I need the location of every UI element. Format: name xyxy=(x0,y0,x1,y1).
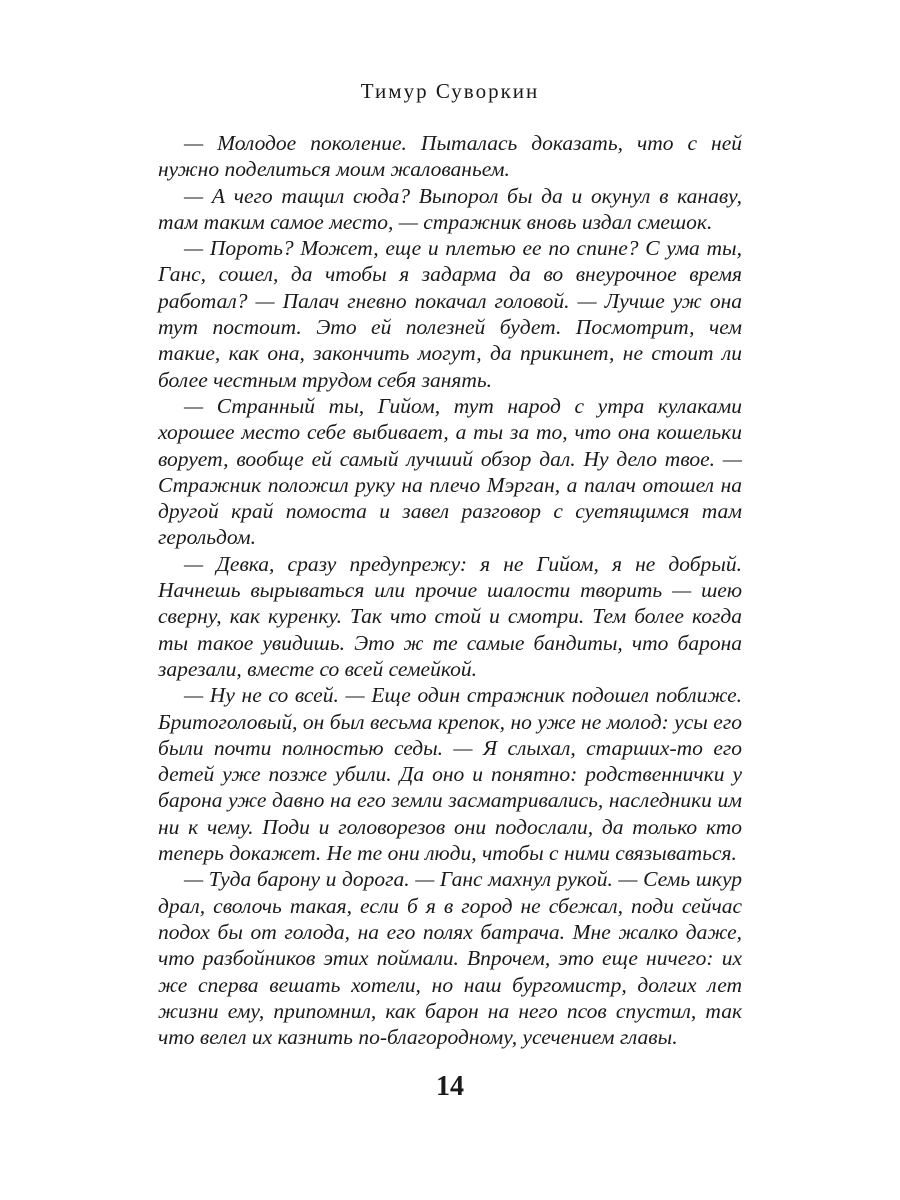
paragraph-2: — А чего тащил сюда? Выпорол бы да и окунул в канаву, там таким самое место, — стражник вновь издал смешок. xyxy=(158,183,742,234)
paragraph-6: — Ну не со всей. — Еще один стражник подошел поближе. Бритоголовый, он был весьма крепок, но уже не молод: усы его были почти полностью седы. — Я слыхал, старших-то его детей уже позже убили. Да оно и понятно: родственнички у барона уже давно на его земли засматривались, наследники им ни к чему. Поди и головорезов они подослали, да только кто теперь докажет. Не те они люди, чтобы с ними связываться. xyxy=(158,683,742,866)
page-number: 14 xyxy=(436,1071,464,1102)
paragraph-1: — Молодое поколение. Пыталась доказать, что с ней нужно поделиться моим жалованьем. xyxy=(158,131,742,182)
running-head-author: Тимур Суворкин xyxy=(360,79,540,103)
body-text xyxy=(158,130,742,1050)
paragraph-5: — Девка, сразу предупрежу: я не Гийом, я не добрый. Начнешь вырываться или прочие шалости творить — шею сверну, как куренку. Так что стой и смотри. Тем более когда ты такое увидишь. Это ж те самые бандиты, что барона зарезали, вместе со всей семейкой. xyxy=(158,551,742,681)
paragraph-3: — Пороть? Может, еще и плетью ее по спине? С ума ты, Ганс, сошел, да чтобы я задарма да во внеурочное время работал? — Палач гневно покачал головой. — Лучше уж она тут постоит. Это ей полезней будет. Посмотрит, чем такие, как она, закончить могут, да прикинет, не стоит ли более честным трудом себя занять. xyxy=(158,236,742,392)
paragraph-7: — Туда барону и дорога. — Ганс махнул рукой. — Семь шкур драл, сволочь такая, если б я в город не сбежал, поди сейчас подох бы от голода, на его полях батрача. Мне жалко даже, что разбойников этих поймали. Впрочем, это еще ничего: их же сперва вешать хотели, но наш бургомистр, долгих лет жизни ему, припомнил, как барон на него псов спустил, так что велел их казнить по-благородному, усечением главы. xyxy=(158,867,742,1050)
paragraph-4: — Странный ты, Гийом, тут народ с утра кулаками хорошее место себе выбивает, а ты за то, что она кошельки ворует, вообще ей самый лучший обзор дал. Ну дело твое. — Стражник положил руку на плечо Мэрган, а палач отошел на другой край помоста и завел разговор с суетящимся там герольдом. xyxy=(158,393,742,550)
